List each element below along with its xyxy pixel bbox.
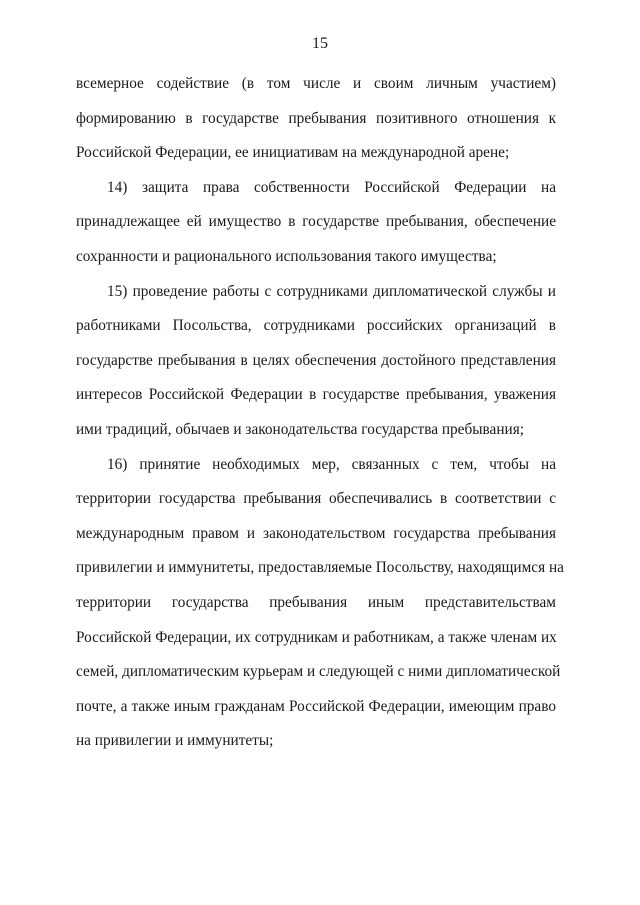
text-line: государстве пребывания в целях обеспечения достойного представления — [76, 351, 556, 369]
paragraph-item-14 — [76, 171, 556, 275]
text-line: ими традиций, обычаев и законодательства государства пребывания; — [76, 420, 524, 438]
paragraph-continuation — [76, 67, 556, 171]
text-line: на привилегии и иммунитеты; — [76, 732, 274, 750]
text-line: 16) принятие необходимых мер, связанных с тем, чтобы на — [107, 455, 556, 473]
page-number: 15 — [312, 35, 328, 52]
text-line: Российской Федерации, их сотрудникам и работникам, а также членам их — [76, 628, 557, 646]
text-line: работниками Посольства, сотрудниками российских организаций в — [76, 317, 556, 335]
text-line: Российской Федерации, ее инициативам на международной арене; — [76, 144, 510, 162]
text-line: сохранности и рационального использования такого имущества; — [76, 247, 497, 265]
text-line: формированию в государстве пребывания позитивного отношения к — [76, 109, 556, 127]
paragraph-item-15 — [76, 275, 556, 448]
document-body — [76, 67, 564, 759]
text-line: международным правом и законодательством государства пребывания — [76, 524, 556, 542]
text-line: всемерное содействие (в том числе и своим личным участием) — [76, 75, 556, 92]
text-line: 15) проведение работы с сотрудниками дипломатической службы и — [107, 282, 556, 300]
paragraph-item-16 — [76, 448, 564, 759]
text-line: интересов Российской Федерации в государстве пребывания, уважения — [76, 386, 556, 404]
text-line: семей, дипломатическим курьерам и следующей с ними дипломатической — [76, 663, 561, 681]
text-line: принадлежащее ей имущество в государстве пребывания, обеспечение — [76, 213, 556, 231]
text-line: 14) защита права собственности Российской Федерации на — [107, 178, 556, 196]
text-line: территории государства пребывания обеспечивались в соответствии с — [76, 490, 556, 508]
text-line: привилегии и иммунитеты, предоставляемые Посольству, находящимся на — [76, 559, 564, 577]
text-line: территории государства пребывания иным представительствам — [76, 593, 556, 611]
text-line: почте, а также иным гражданам Российской Федерации, имеющим право — [76, 697, 556, 715]
